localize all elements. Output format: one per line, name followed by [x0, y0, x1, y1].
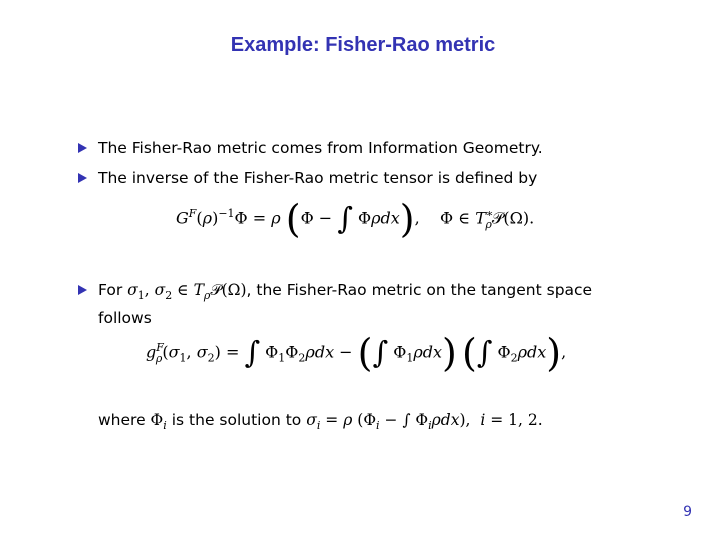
bullet-triangle-icon — [78, 143, 87, 153]
page-number: 9 — [683, 504, 692, 520]
equation-inverse-metric: $G^F(\rho)^{-1}\Phi = \rho$ (Φ − ∫ Φρdx), Φ ∈ $T^∗_\rho 𝒫(\Omega)$. — [176, 197, 535, 241]
bullet-3-text: For $\sigma_1$, $\sigma_2$ ∈ $T_\rho 𝒫(\Omega)$, the Fisher-Rao metric on the tangent space follows — [98, 281, 593, 328]
where-line: where $\Phi_i$ is the solution to $\sigma_i = \rho$ ($\Phi_i$ − ∫ $\Phi_i\rho dx$), i = 1, 2. — [98, 411, 543, 433]
bullet-2-text: The inverse of the Fisher-Rao metric tensor is defined by — [98, 169, 538, 187]
equation-fisher-rao-metric: $g^F_\rho(\sigma_1$, $\sigma_2$) = ∫ $\Phi_1\Phi_2\rho dx$ − (∫ $\Phi_1\rho dx$) (∫ $\Phi_2\rho dx$), — [146, 331, 567, 375]
bullet-3-prefix: For — [98, 281, 123, 299]
bullet-1-text: The Fisher-Rao metric comes from Information Geometry. — [98, 139, 543, 157]
slide-title: Example: Fisher-Rao metric — [230, 34, 496, 56]
where-mid: is the solution to — [171, 411, 302, 429]
bullet-triangle-icon — [78, 285, 87, 295]
bullet-3-line2: follows — [98, 309, 152, 328]
bullet-triangle-icon — [78, 173, 87, 183]
bullet-3-suffix: , the Fisher-Rao metric on the tangent space — [246, 281, 593, 299]
where-prefix: where — [98, 411, 146, 429]
